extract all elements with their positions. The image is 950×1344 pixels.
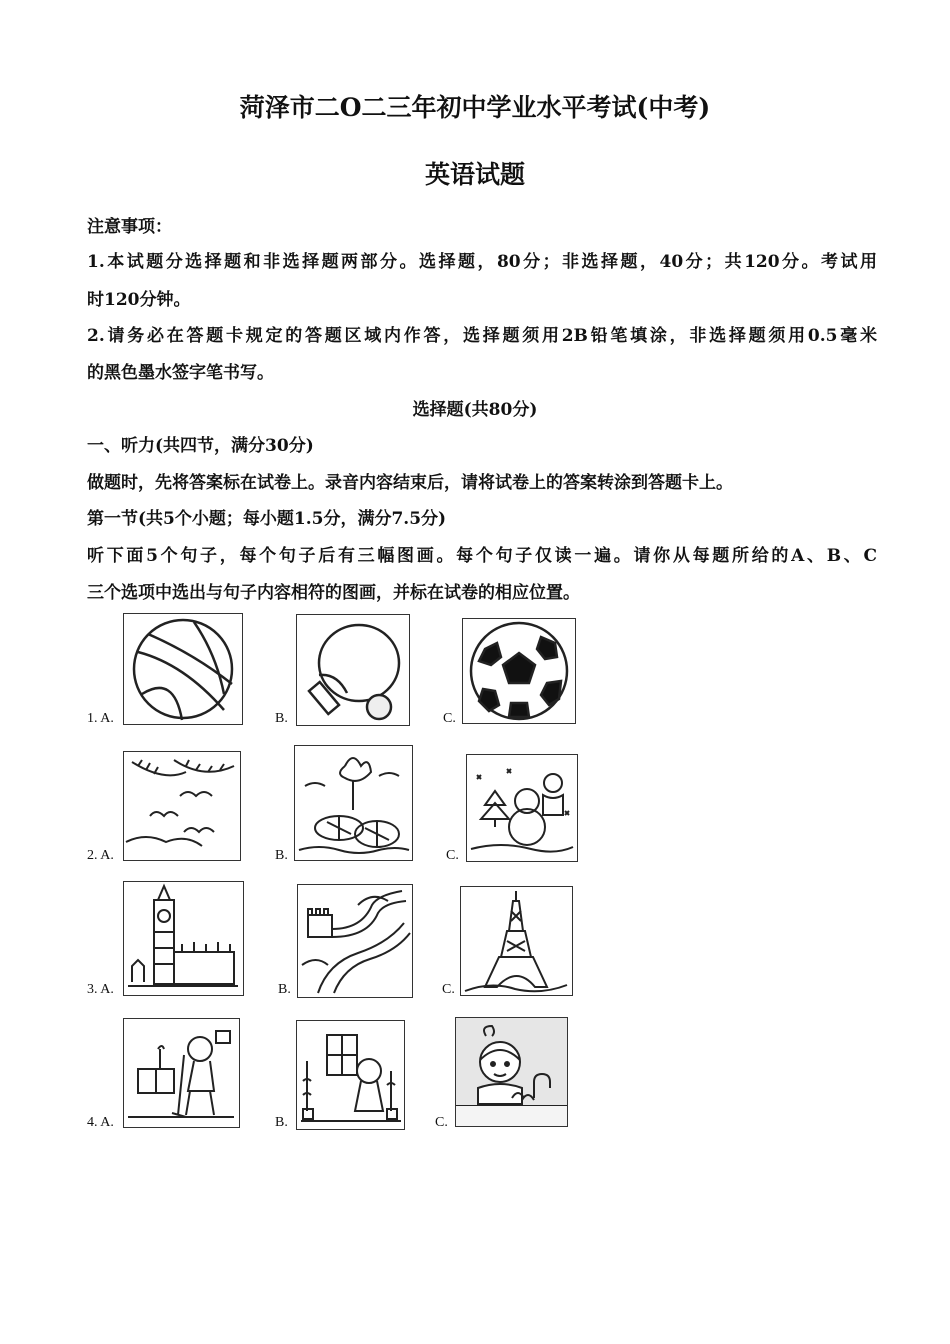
q4-option-c-label: C. bbox=[435, 1115, 448, 1130]
q1-option-c-label: C. bbox=[443, 711, 456, 726]
q2-option-a-label: 2. A. bbox=[87, 848, 114, 863]
q1-option-b-label: B. bbox=[275, 711, 288, 726]
part1-instruction: 做题时，先将答案标在试卷上。录音内容结束后，请将试卷上的答案转涂到答题卡上。 bbox=[87, 473, 733, 493]
notice-heading: 注意事项： bbox=[87, 217, 172, 237]
eiffel-tower-icon bbox=[460, 886, 573, 996]
great-wall-icon bbox=[297, 884, 413, 998]
q3-option-c-label: C. bbox=[442, 982, 455, 997]
subsection1-heading: 第一节(共5个小题；每小题1.5分，满分7.5分) bbox=[87, 509, 447, 529]
q3-option-b-label: B. bbox=[278, 982, 291, 997]
q3-option-a-label: 3. A. bbox=[87, 982, 114, 997]
directions-line2: 三个选项中选出与句子内容相符的图画，并标在试卷的相应位置。 bbox=[87, 583, 580, 603]
section-heading: 选择题(共80分) bbox=[412, 400, 538, 420]
notice-item2-line2: 的黑色墨水签字笔书写。 bbox=[87, 363, 274, 383]
basketball-icon bbox=[123, 613, 243, 725]
boy-sweeping-icon bbox=[123, 1018, 240, 1128]
exam-title: 菏泽市二O二三年初中学业水平考试(中考) bbox=[239, 93, 711, 122]
q4-option-b-label: B. bbox=[275, 1115, 288, 1130]
q1-option-a-label: 1. A. bbox=[87, 711, 114, 726]
big-ben-icon bbox=[123, 881, 244, 996]
spring-swallows-icon bbox=[123, 751, 241, 861]
notice-item1-line1: 1.本试题分选择题和非选择题两部分。选择题，80分；非选择题，40分；共120分。考试用 bbox=[87, 252, 877, 272]
girl-watering-plants-icon bbox=[296, 1020, 405, 1130]
soccer-ball-icon bbox=[462, 618, 576, 724]
girl-washing-dishes-icon bbox=[455, 1017, 568, 1127]
exam-subtitle: 英语试题 bbox=[424, 160, 525, 189]
q2-option-c-label: C. bbox=[446, 848, 459, 863]
notice-item1-line2: 时120分钟。 bbox=[87, 290, 191, 310]
winter-snowman-icon bbox=[466, 754, 578, 862]
summer-lotus-pond-icon bbox=[294, 745, 413, 861]
ping-pong-paddle-icon bbox=[296, 614, 410, 726]
q2-option-b-label: B. bbox=[275, 848, 288, 863]
notice-item2-line1: 2.请务必在答题卡规定的答题区域内作答，选择题须用2B铅笔填涂，非选择题须用0.5毫米 bbox=[87, 326, 877, 346]
q4-option-a-label: 4. A. bbox=[87, 1115, 114, 1130]
directions-line1: 听下面5个句子，每个句子后有三幅图画。每个句子仅读一遍。请你从每题所给的A、B、C bbox=[87, 546, 877, 566]
part1-heading: 一、听力(共四节，满分30分) bbox=[87, 436, 314, 456]
